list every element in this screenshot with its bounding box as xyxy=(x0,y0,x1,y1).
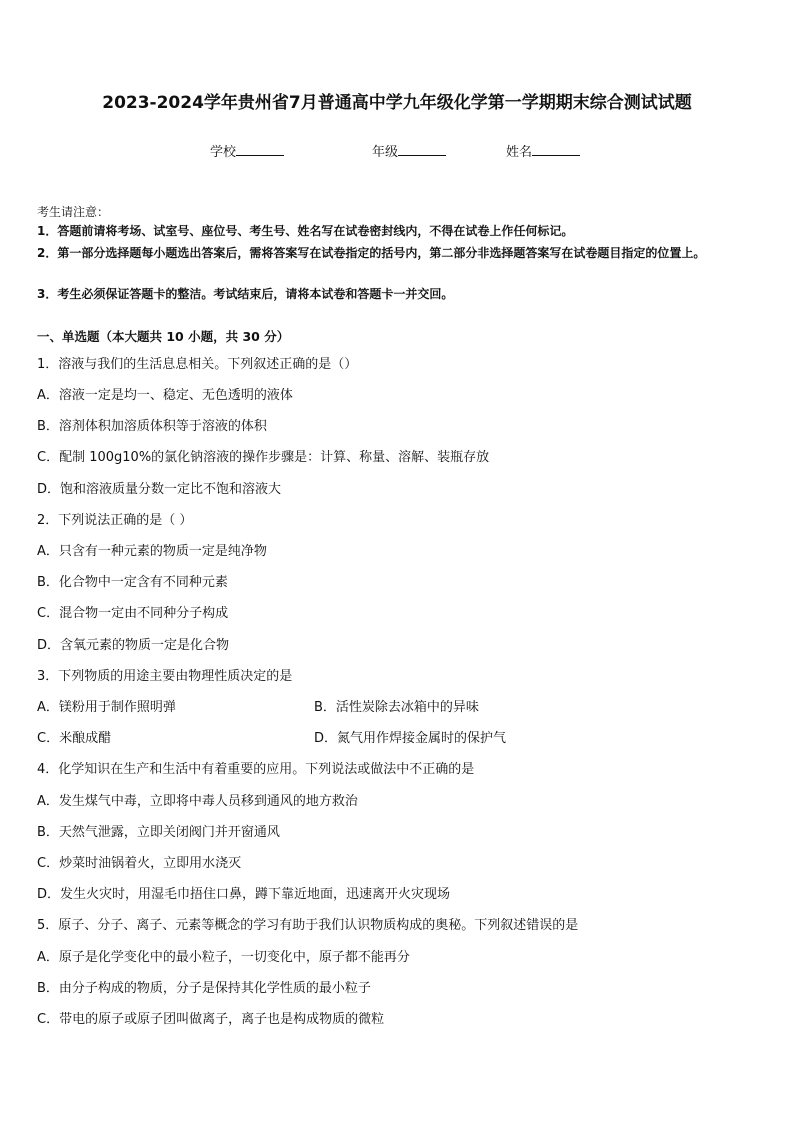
school-field xyxy=(210,141,284,160)
option-a: A．镁粉用于制作照明弹 xyxy=(37,700,176,715)
name-field xyxy=(506,141,580,160)
option-a: A．只含有一种元素的物质一定是纯净物 xyxy=(37,544,267,559)
option-c: C．配制 100g10%的氯化钠溶液的操作步骤是：计算、称量、溶解、装瓶存放 xyxy=(37,450,490,465)
name-label: 姓名 xyxy=(506,145,533,160)
option-b: B．化合物中一定含有不同种元素 xyxy=(37,575,228,590)
question-stem: 4．化学知识在生产和生活中有着重要的应用。下列说法或做法中不正确的是 xyxy=(37,762,475,777)
option-b: B．活性炭除去冰箱中的异味 xyxy=(314,700,479,715)
question-stem: 5．原子、分子、离子、元素等概念的学习有助于我们认识物质构成的奥秘。下列叙述错误的是 xyxy=(37,918,579,933)
option-c: C．米酿成醋 xyxy=(37,731,112,746)
page-title: 2023-2024学年贵州省7月普通高中学九年级化学第一学期期末综合测试试题 xyxy=(102,93,692,113)
option-d: D．发生火灾时，用湿毛巾捂住口鼻，蹲下靠近地面，迅速离开火灾现场 xyxy=(37,887,451,902)
notice-item: 2．第一部分选择题每小题选出答案后，需将答案写在试卷指定的括号内，第二部分非选择题答案写在试卷题目指定的位置上。 xyxy=(37,246,706,260)
option-c: C．混合物一定由不同种分子构成 xyxy=(37,606,229,621)
option-b: B．溶剂体积加溶质体积等于溶液的体积 xyxy=(37,419,267,434)
option-a: A．溶液一定是均一、稳定、无色透明的液体 xyxy=(37,388,293,403)
notice-item: 3．考生必须保证答题卡的整洁。考试结束后，请将本试卷和答题卡一并交回。 xyxy=(37,287,454,301)
question-stem: 1．溶液与我们的生活息息相关。下列叙述正确的是（） xyxy=(37,357,358,372)
option-d: D．氮气用作焊接金属时的保护气 xyxy=(314,731,507,746)
grade-field xyxy=(372,141,446,160)
question-stem: 2．下列说法正确的是（ ） xyxy=(37,513,193,528)
notice-item: 1．答题前请将考场、试室号、座位号、考生号、姓名写在试卷密封线内，不得在试卷上作任何标记。 xyxy=(37,224,574,238)
grade-label: 年级 xyxy=(372,145,399,160)
option-b: B．天然气泄露，立即关闭阀门并开窗通风 xyxy=(37,825,280,840)
section-heading: 一、单选题（本大题共 10 小题，共 30 分） xyxy=(37,329,290,344)
question-stem: 3．下列物质的用途主要由物理性质决定的是 xyxy=(37,669,293,684)
school-blank xyxy=(236,143,284,156)
option-a: A．原子是化学变化中的最小粒子，一切变化中，原子都不能再分 xyxy=(37,950,410,965)
option-d: D．含氧元素的物质一定是化合物 xyxy=(37,638,230,653)
option-a: A．发生煤气中毒，立即将中毒人员移到通风的地方救治 xyxy=(37,794,358,809)
notice-heading: 考生请注意： xyxy=(37,205,110,219)
option-c: C．带电的原子或原子团叫做离子，离子也是构成物质的微粒 xyxy=(37,1012,385,1027)
option-b: B．由分子构成的物质，分子是保持其化学性质的最小粒子 xyxy=(37,981,371,996)
grade-blank xyxy=(398,143,446,156)
name-blank xyxy=(532,143,580,156)
option-d: D．饱和溶液质量分数一定比不饱和溶液大 xyxy=(37,482,282,497)
option-c: C．炒菜时油锅着火，立即用水浇灭 xyxy=(37,856,242,871)
school-label: 学校 xyxy=(210,145,237,160)
